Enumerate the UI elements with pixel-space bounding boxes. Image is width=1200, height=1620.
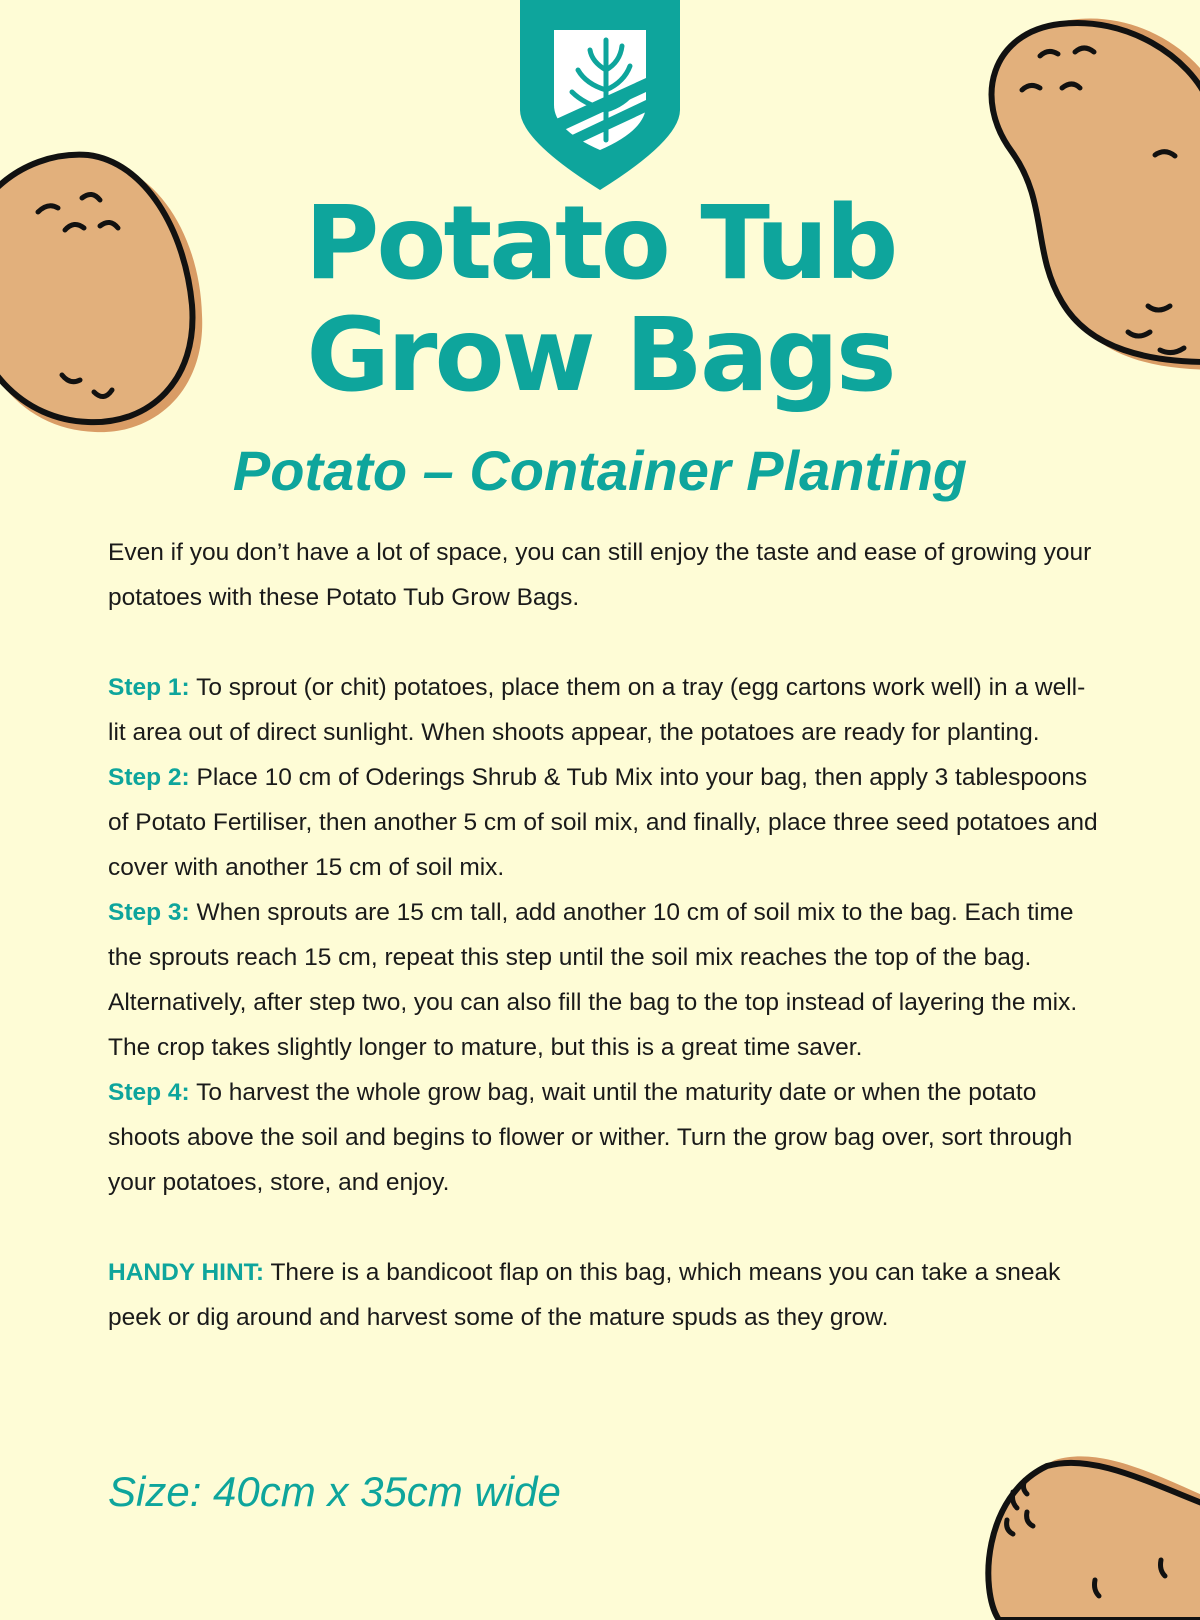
step-4-label: Step 4: (108, 1079, 190, 1106)
spacer (108, 620, 1098, 665)
size-note: Size: 40cm x 35cm wide (108, 1468, 561, 1515)
potato-illustration-bottom (985, 1450, 1200, 1620)
step-4-text: To harvest the whole grow bag, wait until the maturity date or when the potato shoots above the soil and begins to flower or wither. Turn the grow bag over, sort through your potatoes, store, and enjoy. (108, 1079, 1073, 1196)
instructions-body (108, 530, 1098, 1340)
step-2-text: Place 10 cm of Oderings Shrub & Tub Mix into your bag, then apply 3 tablespoons of Potato Fertiliser, then another 5 cm of soil mix, and finally, place three seed potatoes and cover with another 15 cm of soil mix. (108, 764, 1098, 881)
step-2 (108, 755, 1098, 890)
step-3 (108, 890, 1098, 1070)
step-3-label: Step 3: (108, 899, 190, 926)
page-title (0, 184, 1200, 415)
step-2-label: Step 2: (108, 764, 190, 791)
intro-paragraph: Even if you don’t have a lot of space, you can still enjoy the taste and ease of growing your potatoes with these Potato Tub Grow Bags. (108, 539, 1092, 611)
step-3-text: When sprouts are 15 cm tall, add another 10 cm of soil mix to the bag. Each time the sprouts reach 15 cm, repeat this step until the soil mix reaches the top of the bag. Alternatively, after step two, you can also fill the bag to the top instead of layering the mix. The crop takes slightly longer to mature, but this is a great time saver. (108, 899, 1078, 1061)
page-subtitle: Potato – Container Planting (232, 439, 968, 502)
title-line-1: Potato Tub (304, 184, 896, 303)
step-1 (108, 665, 1098, 755)
shield-plant-logo-icon (520, 0, 680, 190)
step-1-label: Step 1: (108, 674, 190, 701)
step-4 (108, 1070, 1098, 1205)
handy-hint (108, 1250, 1098, 1340)
spacer (108, 1205, 1098, 1250)
handy-hint-text: There is a bandicoot flap on this bag, which means you can take a sneak peek or dig around and harvest some of the mature spuds as they grow. (108, 1259, 1061, 1331)
handy-hint-label: HANDY HINT: (108, 1259, 265, 1286)
step-1-text: To sprout (or chit) potatoes, place them on a tray (egg cartons work well) in a well-lit area out of direct sunlight. When shoots appear, the potatoes are ready for planting. (108, 674, 1086, 746)
title-line-2: Grow Bags (306, 296, 894, 415)
